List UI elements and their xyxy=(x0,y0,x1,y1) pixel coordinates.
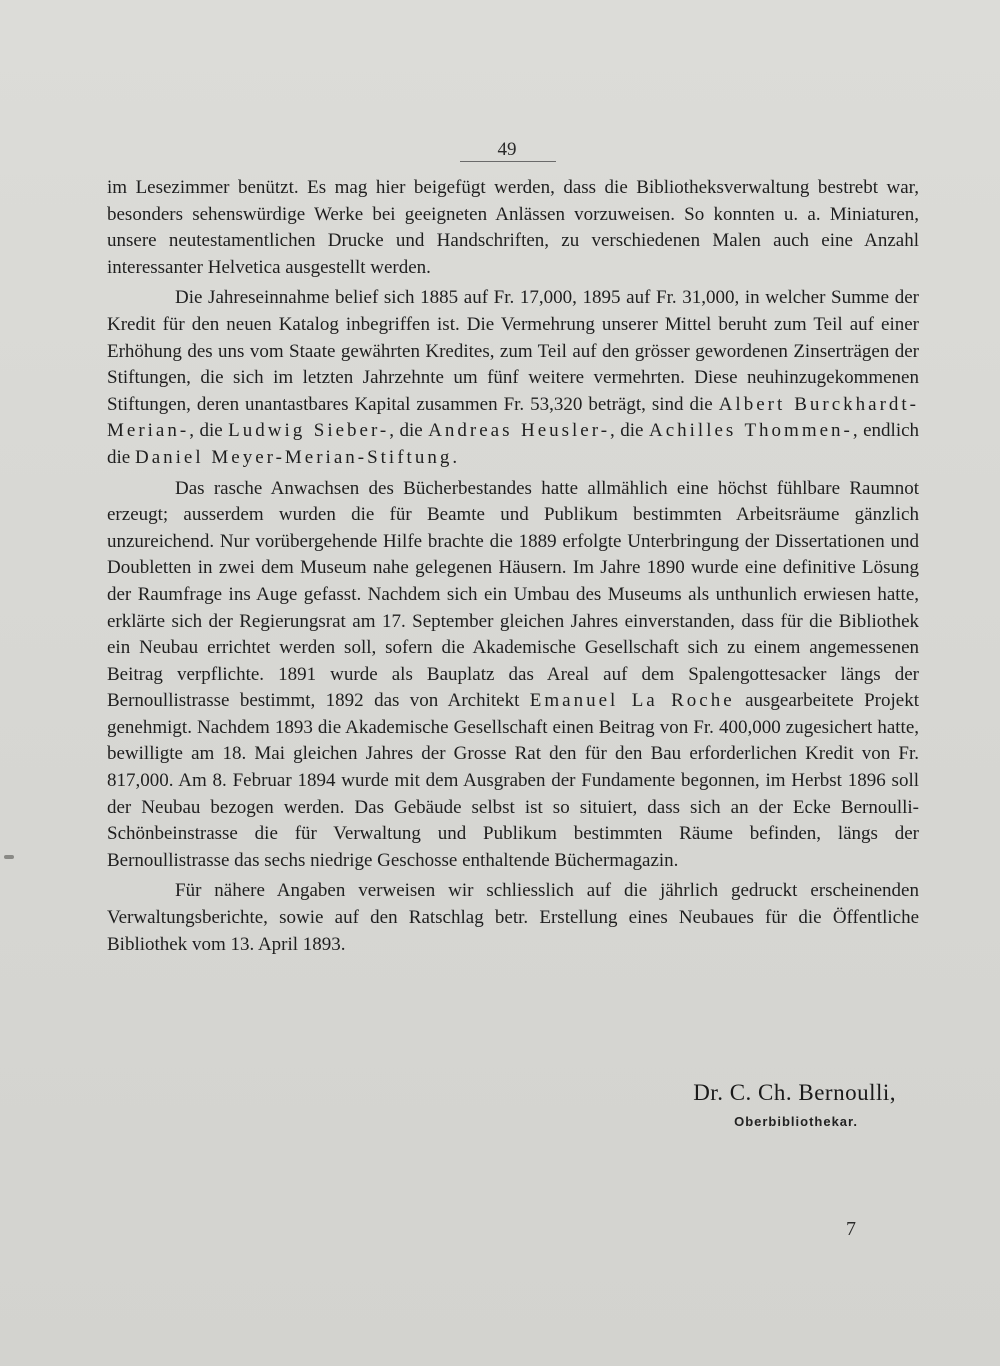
paragraph-2-text-4: , die xyxy=(610,420,644,442)
paragraph-3-text-2: ausgearbeitete Projekt genehmigt. Nachdem 1893 die Akademische Gesellschaft einen Beitrag von Fr. 400,000 zugesichert hatte, bewilligte am 18. Mai gleichen Jahres der Grosse Rat den für den Bau erforderlichen Kredit von Fr. 817,000. Am 8. Februar 1894 wurde mit dem Ausgraben der Fundamente begonnen, im Herbst 1896 soll der Neubau bezogen werden. Das Gebäude selbst ist so situiert, dass sich an der Ecke Bernoulli-Schönbeinstrasse die für Verwaltung und Publikum bestimmten Räume befinden, längs der Bernoullistrasse das sechs niedrige Geschosse enthaltende Büchermagazin. xyxy=(107,690,919,871)
paragraph-2-text-6: . xyxy=(452,446,458,468)
paragraph-2-text-2: , die xyxy=(189,420,223,442)
paragraph-2-text-3: , die xyxy=(389,420,423,442)
foundation-name-heusler: Andreas Heusler- xyxy=(428,420,611,442)
foundation-name-burckhardt: Albert Burckhardt-Merian- xyxy=(107,393,920,442)
foundation-name-thommen: Achilles Thommen- xyxy=(648,420,853,442)
header-rule xyxy=(460,161,556,162)
paragraph-2 xyxy=(107,285,919,471)
paragraph-2-text-1: Die Jahreseinnahme belief sich 1885 auf Fr. 17,000, 1895 auf Fr. 31,000, in welcher Summe der Kredit für den neuen Katalog inbegriffen ist. Die Vermehrung unserer Mittel beruht zum Teil auf einer Erhöhung des uns vom Staate gewährten Kredites, zum Teil auf den grösser gewordenen Zinserträgen der Stiftungen, die sich im letzten Jahrzehnte um fünf weitere vermehrten. Diese neuhinzugekommenen Stiftungen, deren unantastbares Kapital zusammen Fr. 53,320 beträgt, sind die xyxy=(107,287,919,415)
margin-mark xyxy=(4,855,14,859)
foundation-name-sieber: Ludwig Sieber- xyxy=(228,420,390,442)
paragraph-3-text-1: Das rasche Anwachsen des Bücherbestandes hatte allmählich eine höchst fühlbare Raumnot erzeugt; ausserdem wurden die für Beamte und Publikum bestimmten Arbeitsräume gänzlich unzureichend. Nur vorübergehende Hilfe brachte die 1889 erfolgte Unterbringung der Dissertationen und Doubletten in zwei dem Museum nahe gelegenen Häusern. Im Jahre 1890 wurde eine definitive Lösung der Raumfrage ins Auge gefasst. Nachdem sich ein Umbau des Museums als unthunlich erwiesen hatte, erklärte sich der Regierungsrat am 17. September gleichen Jahres einverstanden, dass für die Bibliothek ein Neubau errichtet werden soll, sofern die Akademische Gesellschaft sich zu einem angemessenen Beitrag verpflichte. 1891 wurde als Bauplatz das Areal auf dem Spalengottesacker längs der Bernoullistrasse bestimmt, 1892 das von Architekt xyxy=(107,477,919,712)
foundation-name-meyer-merian: Daniel Meyer-Merian-Stiftung xyxy=(134,446,453,468)
signature-block xyxy=(600,1080,896,1129)
paragraph-4: Für nähere Angaben verweisen wir schliesslich auf die jährlich gedruckt erscheinenden Verwaltungsberichte, sowie auf den Ratschlag betr. Erstellung eines Neubaues für die Öffentliche Bibliothek vom 13. April 1893. xyxy=(107,880,919,955)
sheet-number: 7 xyxy=(846,1218,856,1240)
paragraph-2-text-5: , endlich die xyxy=(107,420,920,468)
signature-title: Oberbibliothekar. xyxy=(734,1114,858,1129)
architect-name: Emanuel La Roche xyxy=(529,690,735,712)
body-text xyxy=(107,175,919,962)
paragraph-1: im Lesezimmer benützt. Es mag hier beigefügt werden, dass die Bibliotheksverwaltung bestrebt war, besonders sehenswürdige Werke bei geeigneten Anlässen vorzuweisen. So konnten u. a. Miniaturen, unsere neutestamentlichen Drucke und Handschriften, zu verschiedenen Malen auch eine Anzahl interessanter Helvetica ausgestellt werden. xyxy=(107,177,919,278)
signature-name: Dr. C. Ch. Bernoulli, xyxy=(693,1080,896,1105)
page-number: 49 xyxy=(497,139,517,160)
paragraph-3 xyxy=(107,476,919,875)
